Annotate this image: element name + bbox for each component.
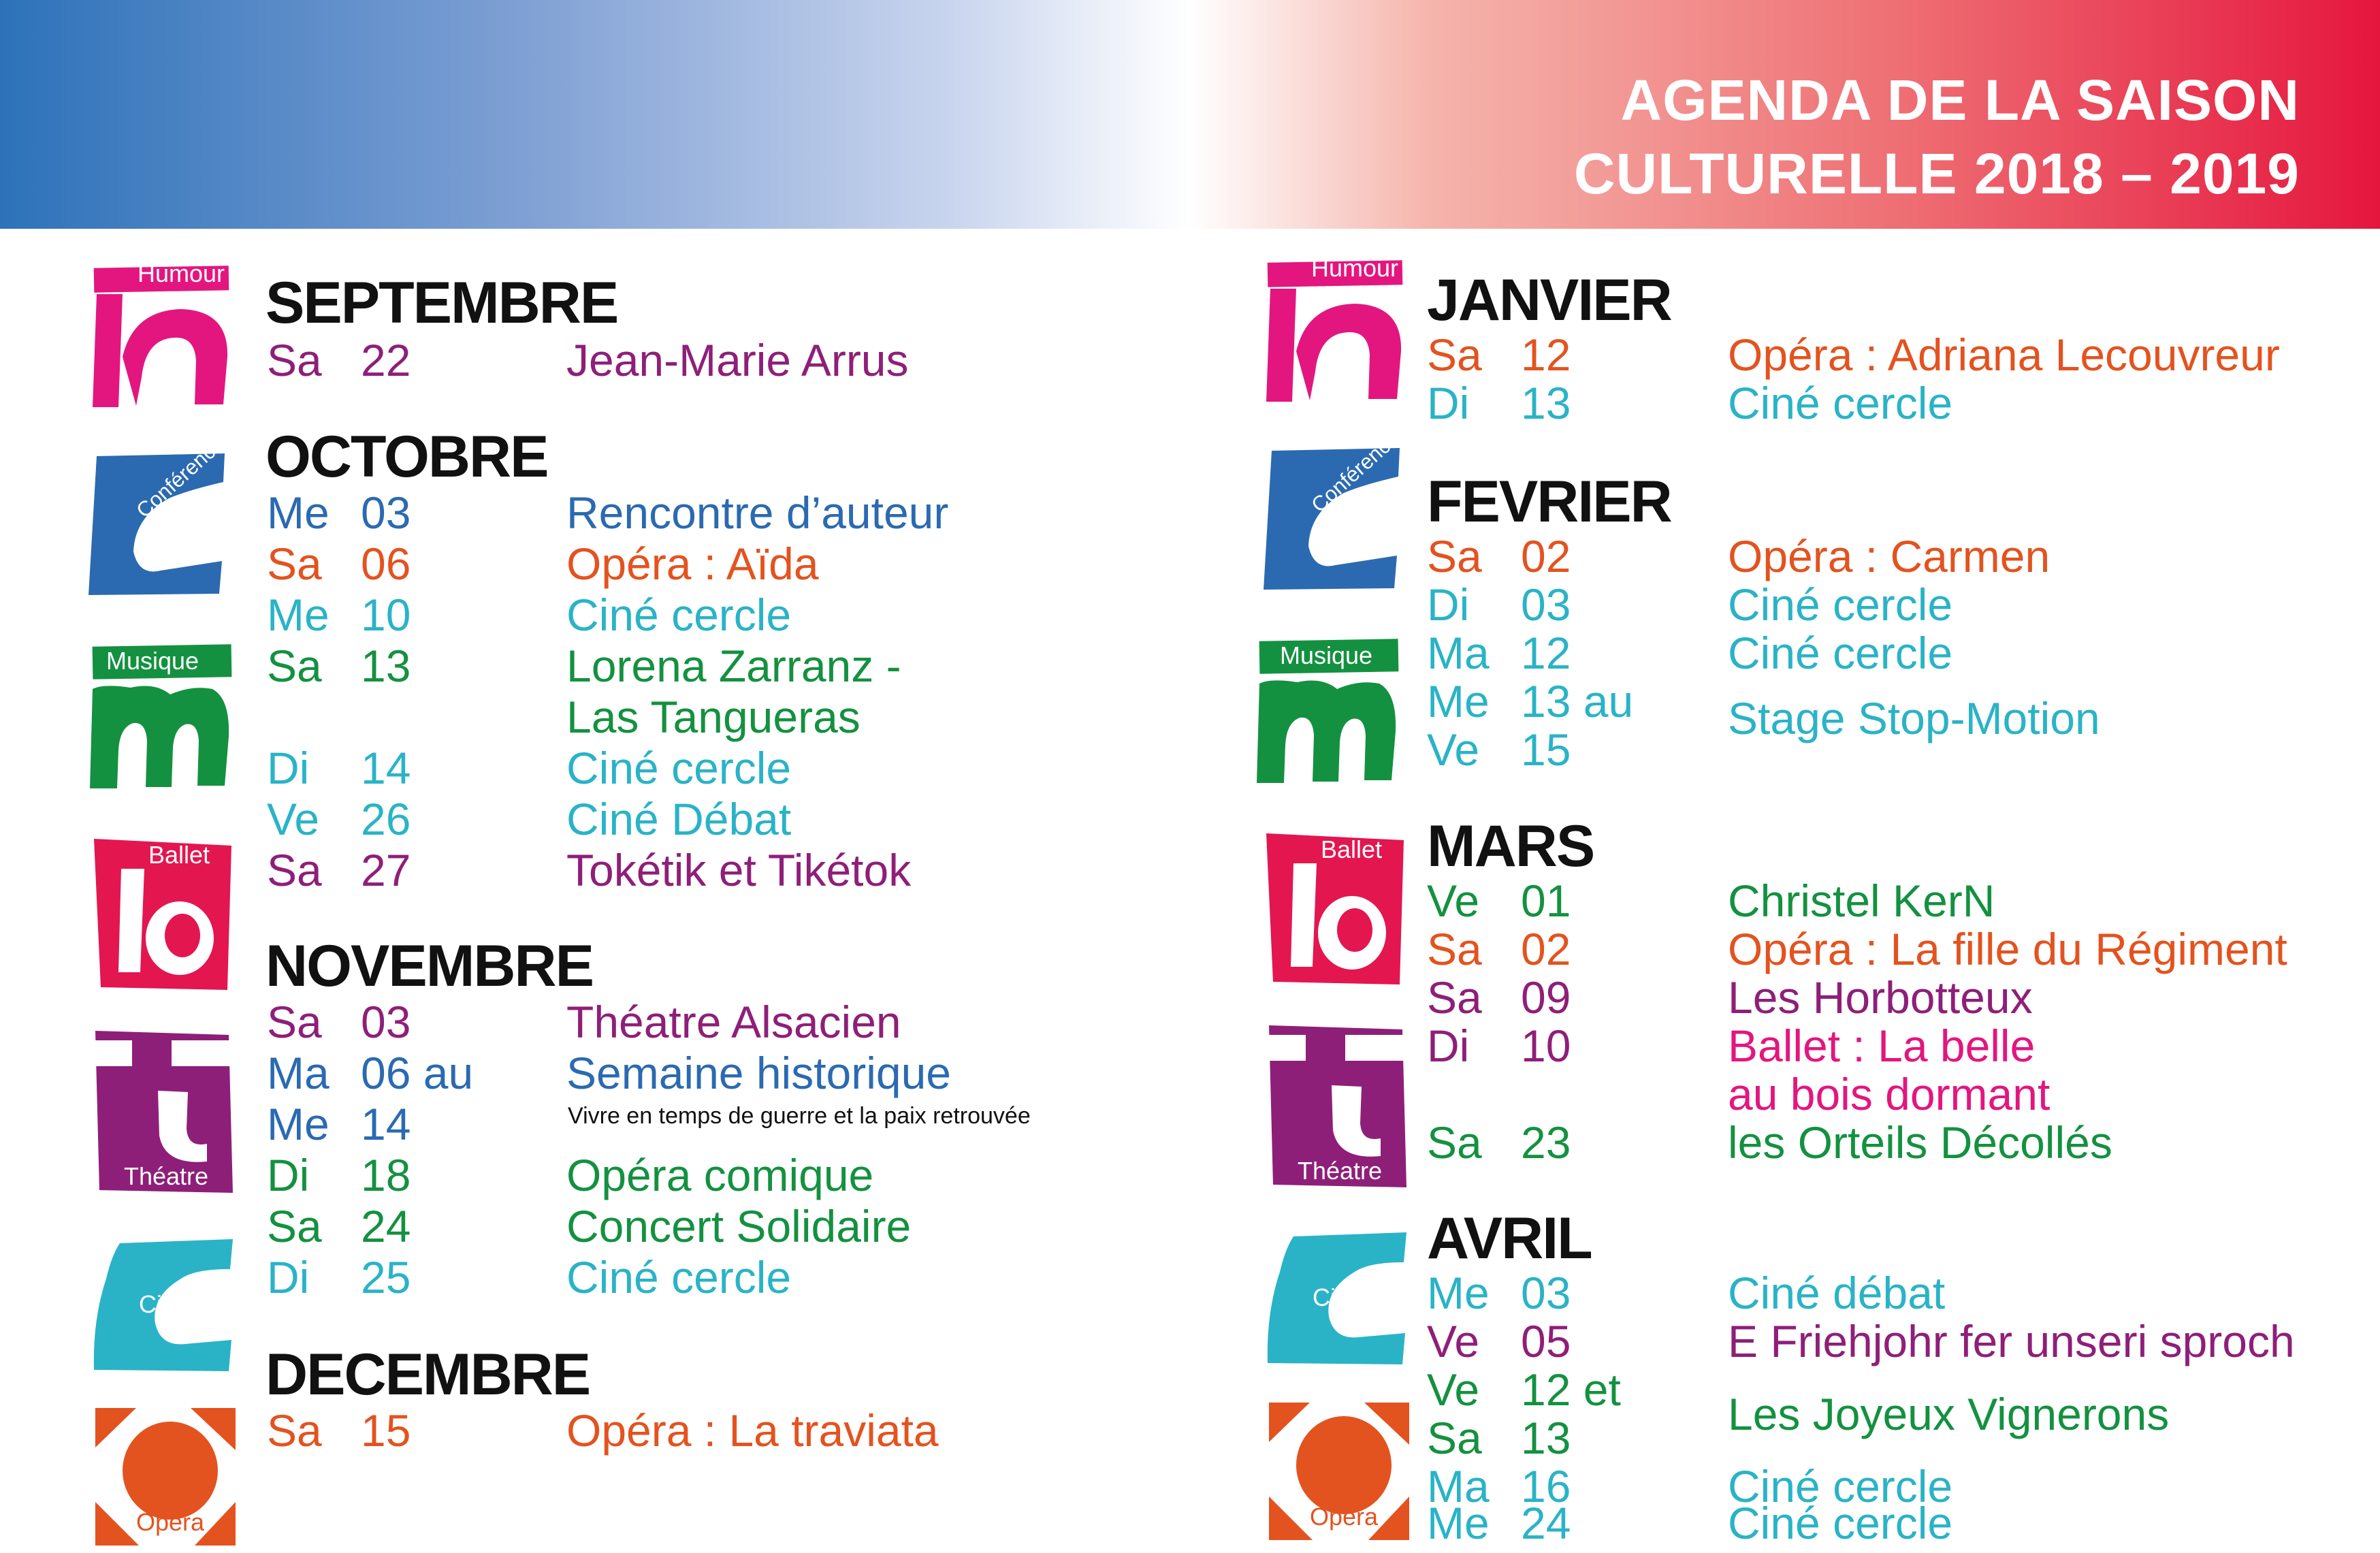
opera-icon [1269, 1401, 1412, 1544]
humour-label: Humour [138, 259, 225, 287]
humour-label: Humour [1311, 254, 1399, 282]
event-day: Di [267, 743, 310, 793]
event-day: Sa [1427, 1413, 1482, 1463]
event-day: Me [1427, 1268, 1490, 1318]
conference-label: Conférence [1306, 426, 1404, 517]
page-title-line-1: AGENDA DE LA SAISON [1620, 68, 2300, 132]
event-date: 14 [361, 1099, 411, 1149]
opera-label: Opéra [1310, 1503, 1379, 1531]
page-title-line-2: CULTURELLE 2018 – 2019 [1573, 142, 2300, 206]
event-day: Sa [1427, 972, 1482, 1023]
event-date: 13 [1521, 378, 1571, 428]
event-title: Ciné cercle [566, 743, 792, 793]
event-date: 02 [1521, 531, 1571, 581]
event-title: Ciné cercle [566, 1252, 792, 1302]
event-day: Di [1427, 378, 1470, 428]
month-heading-mars: MARS [1427, 814, 1594, 879]
event-day: Ve [1427, 1316, 1480, 1366]
theatre-icon [1266, 1021, 1411, 1191]
event-title: Rencontre d’auteur [566, 487, 949, 538]
event-date: 24 [1521, 1498, 1571, 1548]
event-date: 18 [361, 1150, 411, 1200]
event-day: Ve [1427, 876, 1480, 926]
event-title: Ciné cercle [1728, 378, 1953, 428]
event-date: 12 [1521, 330, 1571, 380]
event-date: 06 au [361, 1048, 474, 1098]
event-date: 12 et [1521, 1364, 1621, 1415]
opera-icon [95, 1407, 238, 1550]
humour-icon [1266, 256, 1406, 404]
event-day: Sa [267, 997, 322, 1047]
event-date: 27 [361, 845, 411, 895]
month-heading-fevrier: FEVRIER [1427, 469, 1671, 534]
event-date: 02 [1521, 924, 1571, 974]
event-date: 26 [361, 794, 411, 844]
event-date: 05 [1521, 1316, 1571, 1366]
event-day: Ma [1427, 628, 1490, 678]
conference-icon [86, 432, 229, 598]
ballet-label: Ballet [148, 841, 210, 869]
header-banner [0, 0, 2380, 229]
event-day: Sa [267, 845, 322, 895]
ballet-icon [91, 836, 234, 993]
event-title: Opéra comique [566, 1150, 874, 1200]
event-title: Ballet : La belle [1728, 1021, 2036, 1071]
event-title: Christel KerN [1728, 876, 1995, 926]
event-day: Sa [267, 641, 322, 691]
cinema-icon [1266, 1231, 1409, 1367]
event-title: Opéra : Adriana Lecouvreur [1728, 330, 2280, 380]
musique-icon [90, 641, 233, 791]
event-day: Sa [267, 1405, 322, 1456]
event-date: 03 [361, 487, 411, 538]
event-date: 13 au [1521, 676, 1634, 726]
event-title: Concert Solidaire [566, 1201, 912, 1251]
cinema-icon [93, 1238, 236, 1374]
event-title: au bois dormant [1728, 1069, 2051, 1119]
event-day: Sa [1427, 1117, 1482, 1168]
event-day: Me [1427, 1498, 1490, 1548]
event-date: 03 [1521, 579, 1571, 630]
month-heading-janvier: JANVIER [1427, 268, 1671, 333]
conference-label: Conférence [131, 432, 229, 523]
event-day: Di [267, 1252, 310, 1302]
event-date: 24 [361, 1201, 411, 1251]
month-heading-novembre: NOVEMBRE [266, 933, 593, 999]
month-heading-septembre: SEPTEMBRE [266, 270, 618, 336]
event-day: Di [267, 1150, 310, 1200]
event-date: 10 [1521, 1021, 1571, 1071]
event-day: Me [267, 487, 329, 538]
event-day: Di [1427, 1021, 1470, 1071]
event-title: Opéra : La fille du Régiment [1728, 924, 2287, 974]
event-date: 15 [361, 1405, 411, 1456]
event-title: E Friehjohr fer unseri sproch [1728, 1316, 2295, 1366]
event-date: 09 [1521, 972, 1571, 1023]
event-day: Sa [1427, 924, 1482, 974]
event-day: Sa [267, 539, 322, 589]
musique-icon [1257, 636, 1400, 786]
event-title: Ciné Débat [566, 794, 792, 844]
event-day: Sa [267, 1201, 322, 1251]
event-date: 03 [361, 997, 411, 1047]
event-title: Stage Stop-Motion [1728, 693, 2100, 743]
event-title: Tokétik et Tikétok [566, 845, 912, 895]
event-title: Ciné cercle [1728, 1461, 1953, 1511]
event-day: Ve [1427, 724, 1480, 775]
event-title: Ciné cercle [1728, 628, 1953, 678]
event-day: Sa [1427, 531, 1482, 581]
event-day: Ma [1427, 1461, 1490, 1511]
event-date: 23 [1521, 1117, 1571, 1168]
event-date: 14 [361, 743, 411, 793]
event-day: Me [267, 1099, 329, 1149]
event-date: 10 [361, 590, 411, 640]
event-title: Jean-Marie Arrus [566, 335, 909, 385]
ballet-icon [1264, 831, 1406, 987]
cinema-label: Cinéma [139, 1290, 224, 1318]
event-date: 22 [361, 335, 411, 385]
conference-icon [1261, 426, 1404, 592]
event-day: Ma [267, 1048, 329, 1098]
musique-label: Musique [106, 647, 199, 675]
event-title: Opéra : La traviata [566, 1405, 939, 1456]
event-title: Les Joyeux Vignerons [1728, 1389, 2170, 1439]
month-heading-decembre: DECEMBRE [266, 1342, 590, 1407]
theatre-label: Théatre [1298, 1157, 1383, 1185]
theatre-icon [93, 1027, 237, 1197]
event-title: Ciné cercle [566, 590, 792, 640]
event-day: Ve [267, 794, 320, 844]
event-day: Sa [267, 335, 322, 385]
event-day: Ve [1427, 1364, 1480, 1415]
event-title: Lorena Zarranz - [566, 641, 901, 691]
event-date: 12 [1521, 628, 1571, 678]
humour-icon [93, 261, 232, 410]
event-title: Opéra : Carmen [1728, 531, 2051, 581]
event-date: 03 [1521, 1268, 1571, 1318]
event-day: Di [1427, 579, 1470, 630]
event-date: 06 [361, 539, 411, 589]
musique-label: Musique [1280, 641, 1373, 669]
event-date: 25 [361, 1252, 411, 1302]
event-title: Semaine historique [566, 1048, 951, 1098]
event-subtitle: Vivre en temps de guerre et la paix retrouvée [568, 1103, 1031, 1129]
month-heading-octobre: OCTOBRE [266, 424, 548, 490]
event-date: 15 [1521, 724, 1571, 775]
event-title: Ciné cercle [1728, 579, 1953, 630]
event-date: 01 [1521, 876, 1571, 926]
event-title: Les Horbotteux [1728, 972, 2033, 1023]
event-date: 13 [361, 641, 411, 691]
event-date: 16 [1521, 1461, 1571, 1511]
event-title: Théatre Alsacien [566, 997, 901, 1047]
month-heading-avril: AVRIL [1427, 1206, 1592, 1271]
event-date: 13 [1521, 1413, 1571, 1463]
event-day: Me [1427, 676, 1490, 726]
event-day: Me [267, 590, 329, 640]
opera-label: Opéra [136, 1508, 205, 1536]
event-day: Sa [1427, 330, 1482, 380]
theatre-label: Théatre [124, 1162, 209, 1190]
ballet-label: Ballet [1321, 835, 1383, 863]
event-title: Opéra : Aïda [566, 539, 819, 589]
event-title: Las Tangueras [566, 692, 861, 742]
event-title: Ciné cercle [1728, 1498, 1953, 1548]
cinema-label: Cinéma [1313, 1283, 1398, 1311]
event-title: Ciné débat [1728, 1268, 1946, 1318]
event-title: les Orteils Décollés [1728, 1117, 2112, 1168]
